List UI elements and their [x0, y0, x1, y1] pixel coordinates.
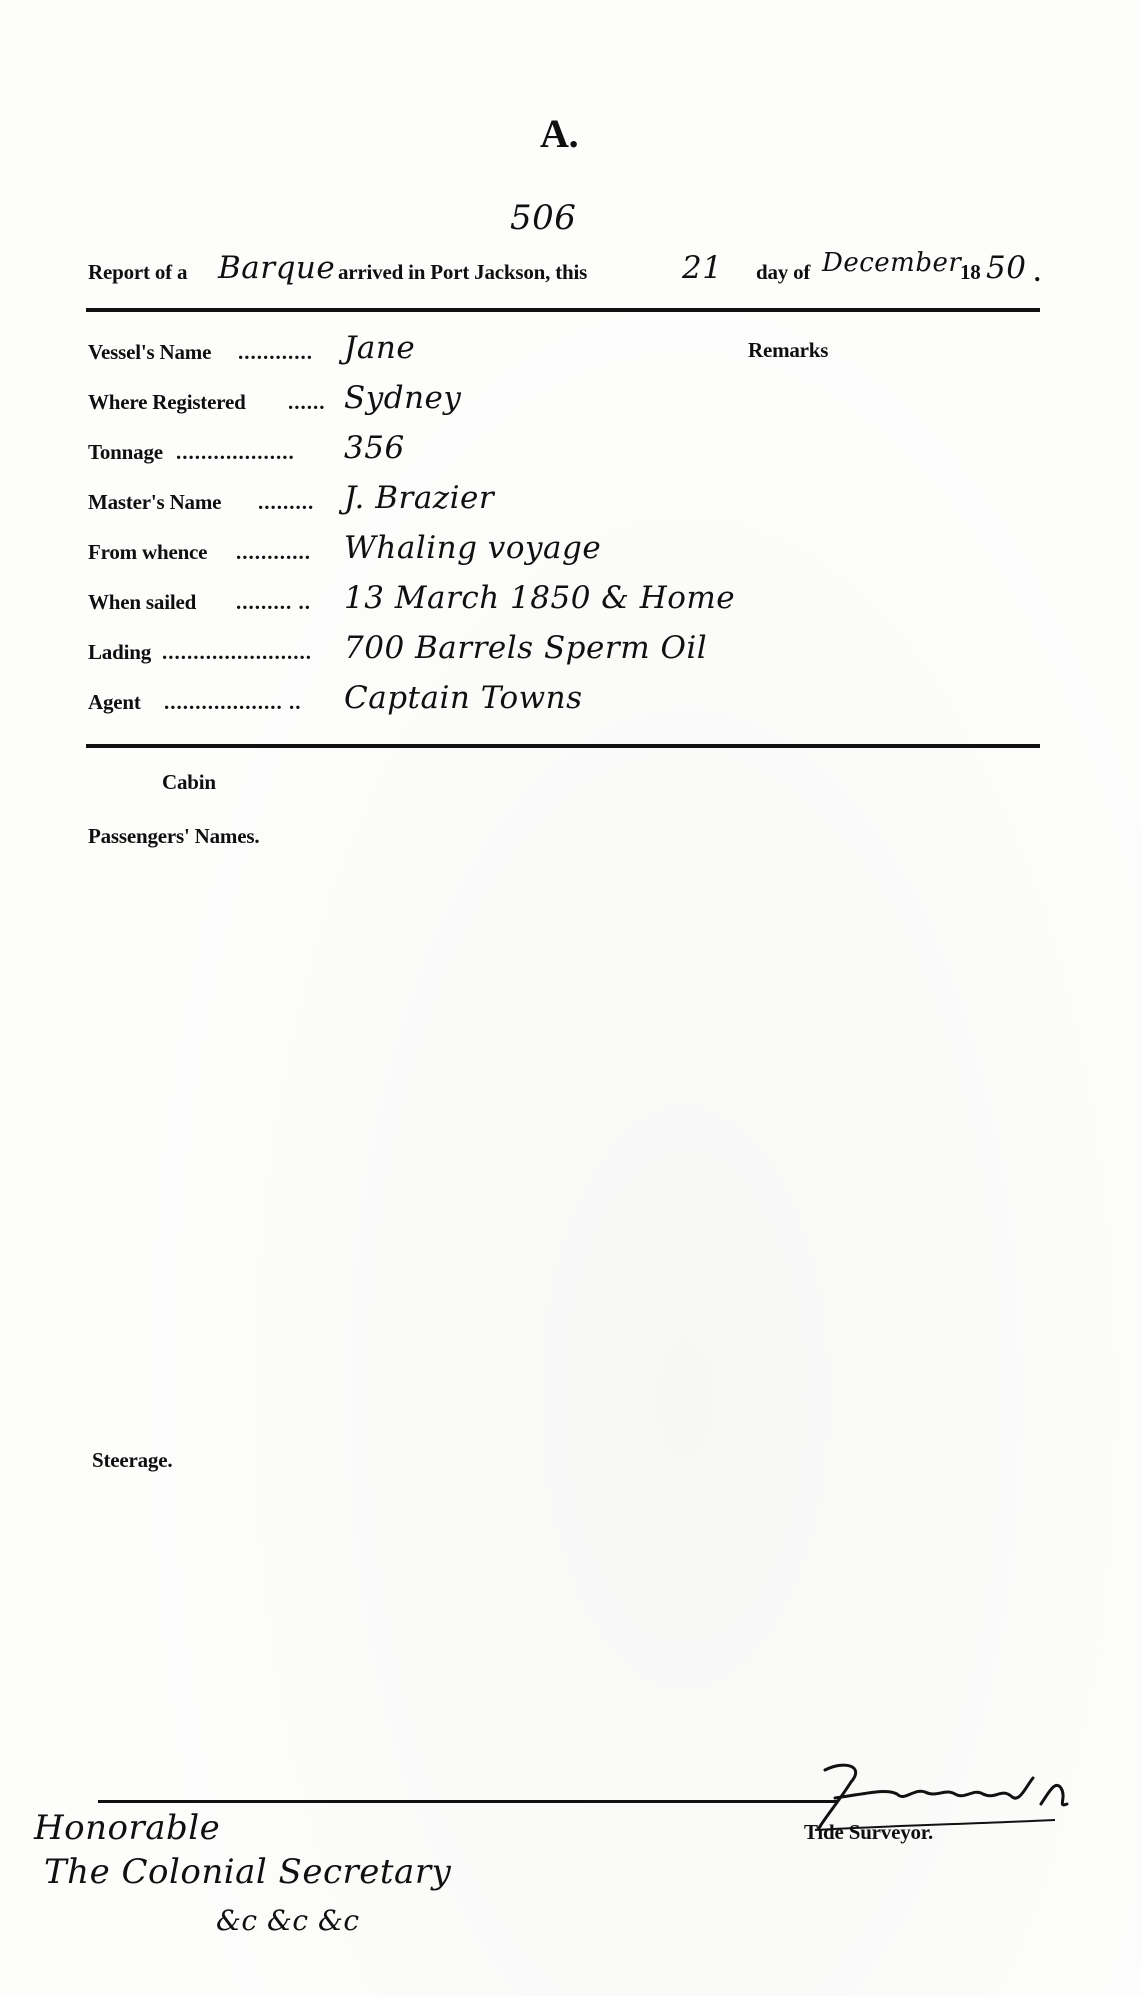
field-leader: ........................: [162, 640, 312, 664]
header-rule: [86, 308, 1040, 312]
report-prefix: Report of a: [88, 260, 188, 284]
signature-title: Tide Surveyor.: [804, 1820, 934, 1844]
field-leader: ............: [238, 340, 313, 364]
remarks-label: Remarks: [748, 338, 829, 362]
address-line-1: Honorable: [34, 1808, 221, 1848]
signature-rule: [98, 1800, 838, 1803]
vessel-type-value: Barque: [218, 250, 336, 286]
field-label: Tonnage: [88, 440, 163, 464]
field-leader: ...................: [176, 440, 295, 464]
passengers-label: Passengers' Names.: [88, 824, 260, 848]
field-leader: ......... ..: [236, 590, 311, 614]
address-line-2: The Colonial Secretary: [44, 1852, 452, 1892]
folio-number: 506: [510, 198, 577, 238]
field-label: Master's Name: [88, 490, 222, 514]
field-leader: ......: [288, 390, 326, 414]
field-leader: ................... ..: [164, 690, 302, 714]
field-label: Agent: [88, 690, 141, 714]
field-leader: .........: [258, 490, 315, 514]
header-period: .: [1034, 258, 1041, 287]
field-value: J. Brazier: [344, 480, 495, 516]
field-label: Vessel's Name: [88, 340, 212, 364]
field-value: Captain Towns: [344, 680, 583, 716]
field-value: 13 March 1850 & Home: [344, 580, 736, 616]
field-value: 700 Barrels Sperm Oil: [344, 630, 708, 666]
day-of-text: day of: [756, 260, 811, 284]
arrived-text: arrived in Port Jackson, this: [338, 260, 588, 284]
field-leader: ............: [236, 540, 311, 564]
field-label: From whence: [88, 540, 208, 564]
year-written: 50: [986, 250, 1027, 286]
fields-rule: [86, 744, 1040, 748]
field-label: Lading: [88, 640, 151, 664]
form-letter: A.: [540, 111, 579, 156]
year-printed: 18: [960, 260, 981, 284]
cabin-label: Cabin: [162, 770, 216, 794]
address-line-3: &c &c &c: [216, 1904, 360, 1937]
field-value: Jane: [344, 330, 416, 366]
field-label: When sailed: [88, 590, 197, 614]
field-value: 356: [344, 430, 405, 466]
steerage-label: Steerage.: [92, 1448, 173, 1472]
field-value: Whaling voyage: [344, 530, 602, 566]
month-value: December: [822, 248, 962, 278]
day-value: 21: [682, 250, 723, 286]
field-label: Where Registered: [88, 390, 246, 414]
field-value: Sydney: [344, 380, 462, 416]
